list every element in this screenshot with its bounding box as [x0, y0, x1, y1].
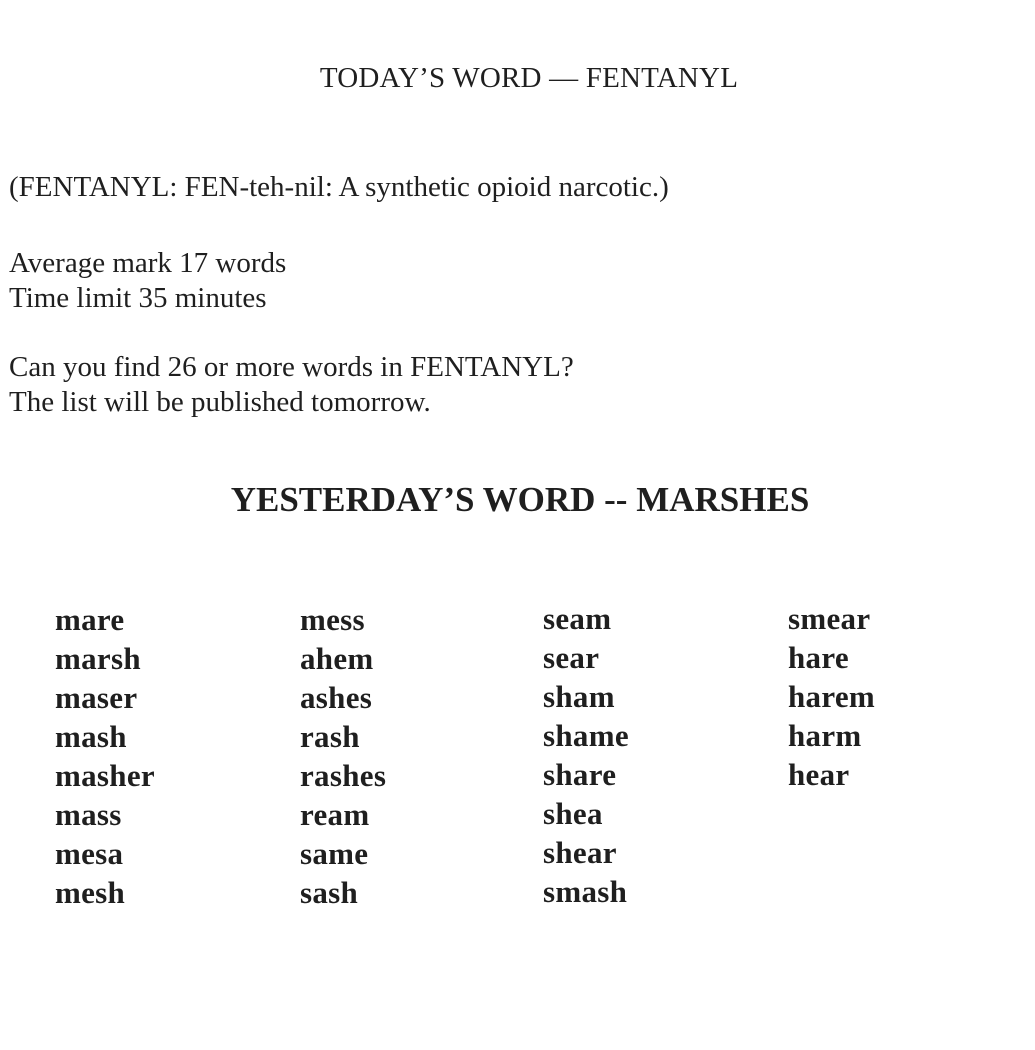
todays-word-title: TODAY’S WORD — FENTANYL	[319, 62, 739, 94]
challenge-question: Can you find 26 or more words in FENTANYL?	[9, 351, 574, 383]
time-limit: Time limit 35 minutes	[9, 282, 267, 314]
word-list-item: sash	[300, 875, 359, 910]
word-list-item: marsh	[55, 641, 141, 676]
word-list-item: sear	[543, 640, 600, 675]
word-list-item: ream	[300, 797, 370, 832]
word-list-item: same	[300, 836, 369, 871]
word-list-item: hear	[788, 757, 850, 792]
word-list-item: shea	[543, 796, 603, 831]
word-list-item: hare	[788, 640, 849, 675]
word-column-1	[55, 600, 155, 912]
average-mark: Average mark 17 words	[9, 247, 287, 279]
word-list-item: harem	[788, 679, 876, 714]
word-list-item: smash	[543, 874, 628, 909]
challenge-text	[9, 350, 574, 420]
word-column-3	[543, 599, 629, 911]
word-list-item: maser	[55, 680, 138, 715]
word-list-item: ashes	[300, 680, 373, 715]
word-list-item: mass	[55, 797, 122, 832]
publish-note: The list will be published tomorrow.	[9, 386, 431, 418]
yesterdays-word-title: YESTERDAY’S WORD -- MARSHES	[230, 480, 810, 519]
word-list-item: shame	[543, 718, 629, 753]
word-list-item: mess	[300, 602, 365, 637]
word-list-item: mash	[55, 719, 127, 754]
word-list-item: sham	[543, 679, 615, 714]
word-list-item: mare	[55, 602, 125, 637]
word-list-item: rashes	[300, 758, 387, 793]
word-list-item: harm	[788, 718, 862, 753]
word-list-item: mesa	[55, 836, 124, 871]
word-list-item: mesh	[55, 875, 126, 910]
word-column-2	[300, 600, 386, 912]
word-list-item: seam	[543, 601, 612, 636]
word-list-item: share	[543, 757, 617, 792]
word-list-grid	[0, 600, 1035, 920]
word-list-item: ahem	[300, 641, 374, 676]
word-list-item: masher	[55, 758, 155, 793]
word-list-item: shear	[543, 835, 617, 870]
word-definition: (FENTANYL: FEN-teh-nil: A synthetic opioid narcotic.)	[9, 171, 669, 203]
word-list-item: rash	[300, 719, 360, 754]
puzzle-stats	[9, 246, 286, 316]
word-list-item: smear	[788, 601, 871, 636]
word-column-4	[788, 599, 875, 794]
